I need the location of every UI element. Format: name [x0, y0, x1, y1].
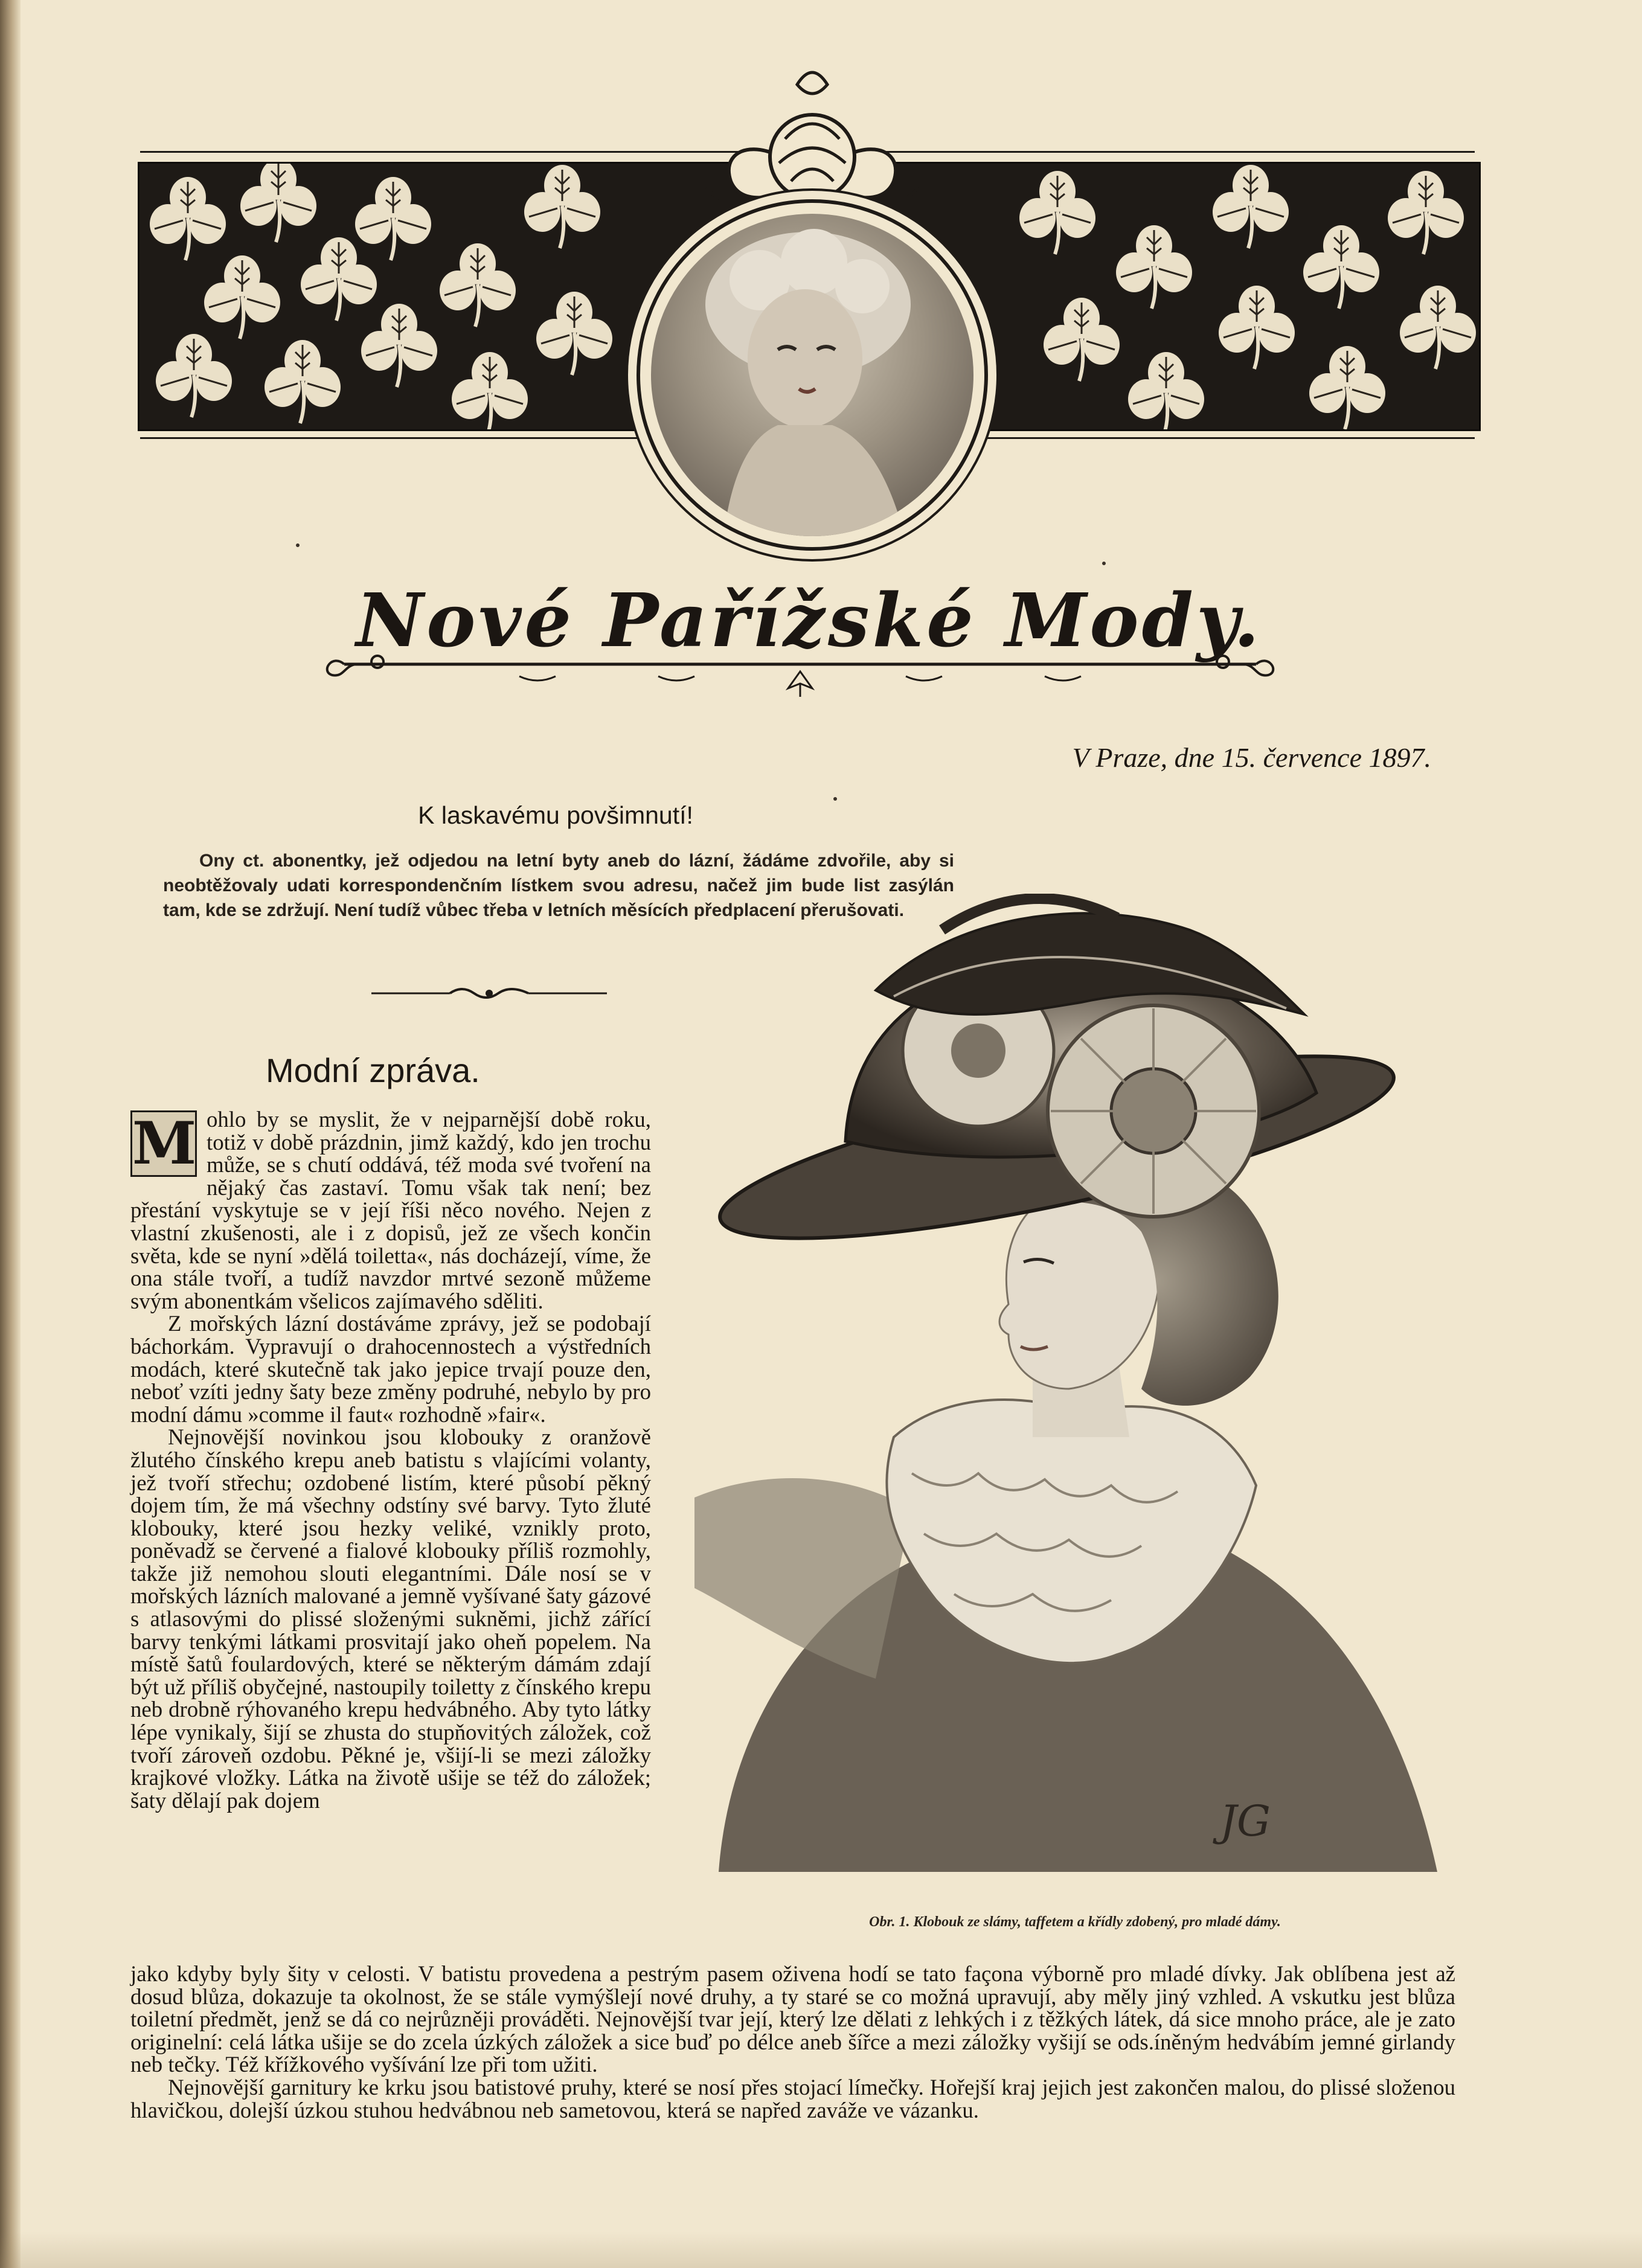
page-binding-edge: [0, 0, 21, 2268]
article-paragraph-1-text: ohlo by se myslit, že v nejparnější době roku, totiž v době prázdnin, jimž každý, kdo jen trochu může, se s chutí oddává, též moda své tvoření na nějaký čas zastaví. Tomu však tak není; bez přestání vyskytuje se v její říši něco nového. Nejen z vlastní zkušenosti, ale i z dopisů, jež ze všech končin světa, kde se nyní »dělá toiletta«, nás docházejí, víme, že ona stále tvoří, a tudíž navzdor mrtvé sezoně můžeme svým abonentkám všelicos zajímavého sděliti.: [130, 1107, 651, 1313]
print-speck: [296, 543, 300, 547]
bow-ornament: [694, 60, 930, 211]
notice-title: K laskavému povšimnutí!: [418, 801, 693, 829]
drop-cap: [130, 1110, 197, 1177]
article-column: [130, 1108, 651, 1812]
article-title: Modní zpráva.: [266, 1051, 480, 1089]
masthead-title: Nové Pařížské Mody.: [356, 577, 1263, 664]
article-paragraph-3-continued: jako kdyby byly šity v celosti. V batistu provedena a pestrým pasem oživena hodí se tato façona výborně pro mladé dívky. Jak oblíbena jest až dosud blůza, dokazuje ta okolnost, že se stále vymýšlejí nové druhy, a ty staré se co možná upravují, aby měly jiný vzhled. A vskutku jest blůza toiletní předmět, jenž se dá co nejrůzněji prováděti. Nejnovější tvar její, který lze dělati z lehkých i z těžkých látek, dá sice mnoho práce, ale je zato originelní: celá látka ušije se do zcela úzkých záložek a sice buď po délce aneb šířce a mezi záložky vyšijí se ods.íněným hedvábím jemné girlandy neb tečky. Též křížkového vyšívání lze při tom užiti.: [130, 1961, 1455, 2077]
article-paragraph-3: Nejnovější novinkou jsou klobouky z oranžově žlutého čínského krepu aneb batistu s vlajícími volanty, jež tvoří střechu; ozdobené listím, které působí pěkný dojem tím, že má všechny odstíny své barvy. Tyto žluté klobouky, které jsou hezky veliké, vznikly proto, poněvadž se červené a fialové klobouky příliš rozmohly, takže již nemohou slouti elegantními. Dále nosí se v mořských lázních malované a jemně vyšívané šaty gázové s atlasovými do plissé složenými sukněmi, jichž zářící barvy tenkými látkami prosvitají jako oheň popelem. Na místě šatů foulardových, které se některým dámám zdají být už příliš obyčejné, nastoupily toiletty z čínského krepu neb drobně rýhovaného krepu hedvábného. Aby tyto látky lépe vynikaly, šijí se zhusta do stupňovitých záložek, což tvoří zároveň ozdobu. Pěkné je, všijí-li se mezi záložky krajkové vložky. Látka na životě ušije se též do záložek; šaty dělají pak dojem: [130, 1424, 651, 1813]
artist-signature: JG: [1220, 1796, 1271, 1846]
article-paragraph-4: Nejnovější garnitury ke krku jsou batistové pruhy, které se nosí přes stojací límečky. Hořejší kraj jejich jest zakončen malou, do plissé složenou hlavičkou, dolejší úzkou stuhou hedvábnou neb sametovou, která se napřed zaváže ve vázanku.: [130, 2074, 1455, 2122]
article-paragraph-1: [130, 1108, 651, 1312]
article-paragraph-2: Z mořských lázní dostáváme zprávy, jež se podobají báchorkám. Vypravují o drahocennostech a výstředních modách, které skutečně tak jako jepice trvají pouze den, neboť vzíti jedny šaty beze změny podruhé, nebylo by pro modní dámu »comme il faut« rozhodně »fair«.: [130, 1311, 651, 1427]
portrait-image: [651, 214, 973, 536]
title-flourish-rule: [320, 653, 1280, 708]
notice-divider: [371, 981, 607, 1005]
print-speck: [833, 797, 837, 801]
drop-cap-letter: M: [132, 1109, 197, 1177]
illustration-caption: Obr. 1. Klobouk ze slámy, taffetem a křídly zdobený, pro mladé dámy.: [869, 1914, 1281, 1930]
notice-body: Ony ct. abonentky, jež odjedou na letní byty aneb do lázní, žádáme zdvořile, aby si neobtěžovaly udati korrespondenčním lístkem svou adresu, načež jim bude list zasýlán tam, kde se zdržují. Není tudíž vůbec třeba v letních měsících předplacení přerušovati.: [163, 851, 954, 920]
print-speck: [1102, 562, 1106, 565]
article-continuation: [130, 1962, 1455, 2121]
page-shadow: [0, 2232, 1642, 2268]
hat-illustration: [694, 894, 1455, 1872]
dateline: V Praze, dne 15. července 1897.: [1072, 742, 1431, 773]
